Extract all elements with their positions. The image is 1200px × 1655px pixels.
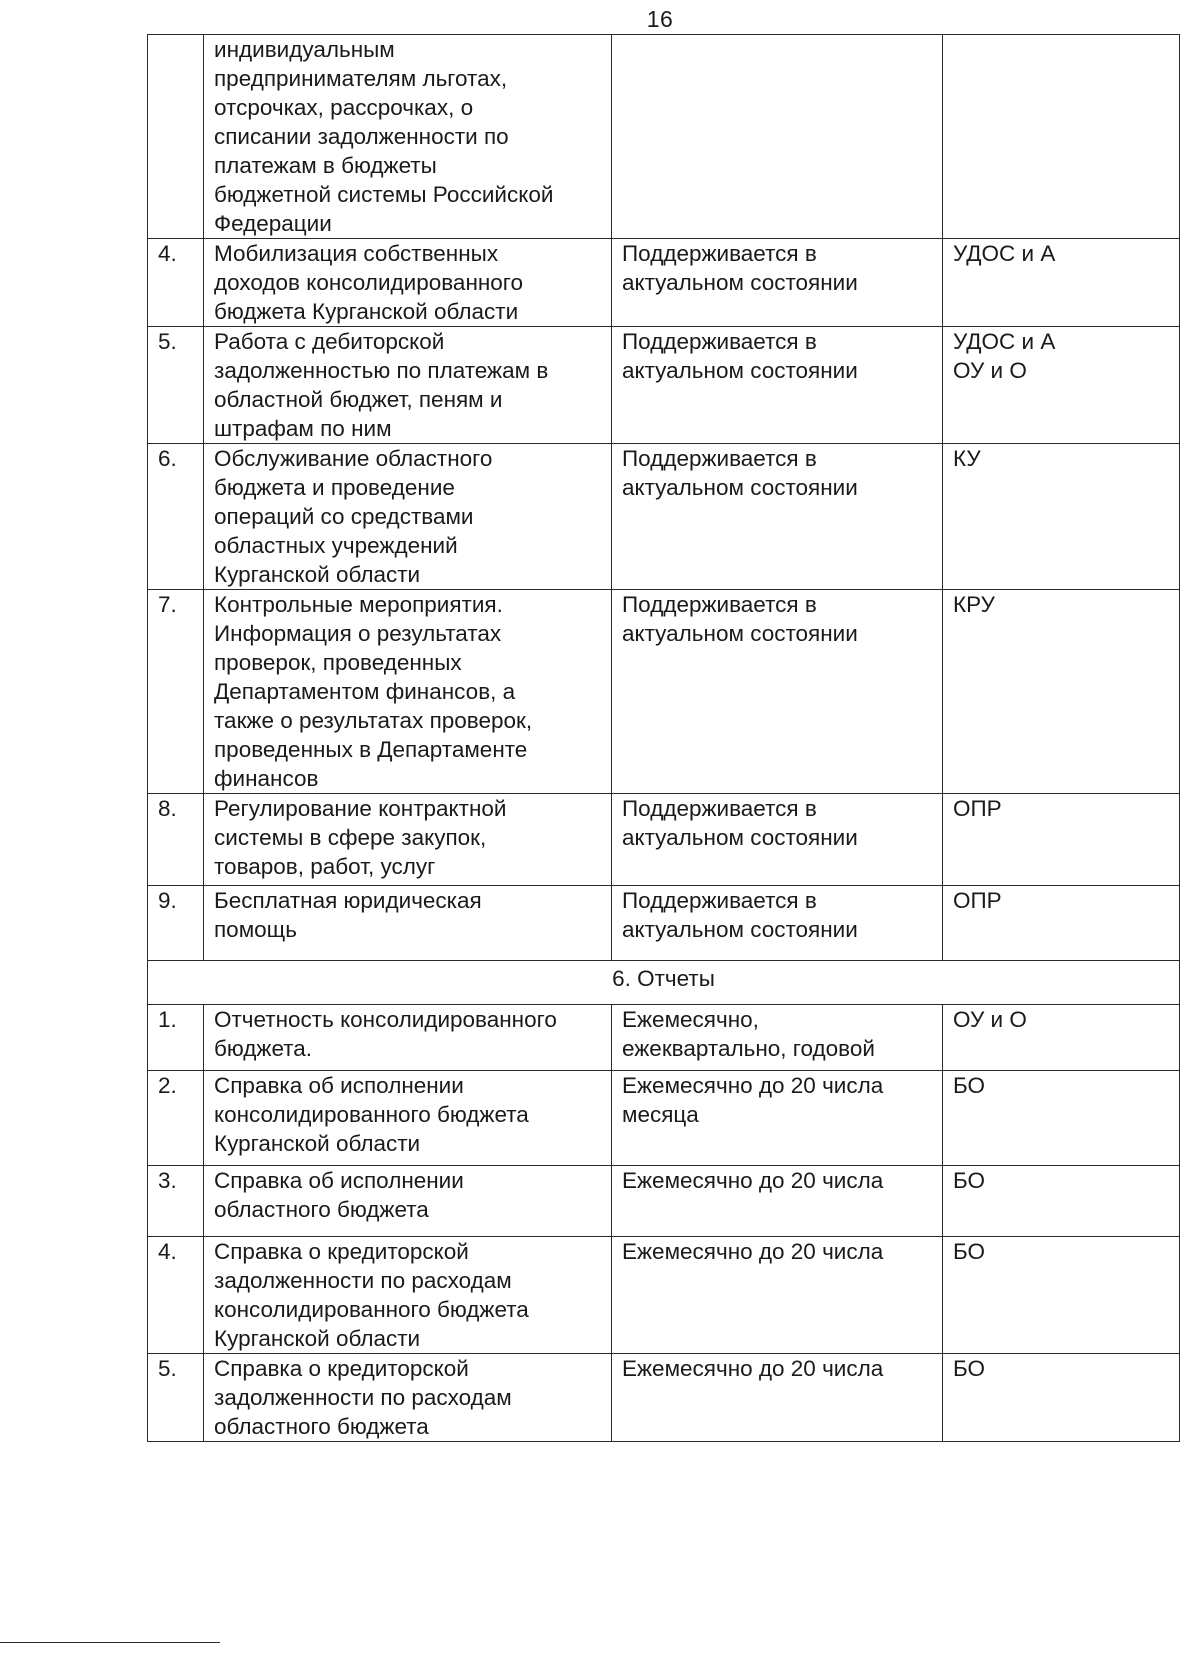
- row-number: 9.: [148, 886, 204, 961]
- table-row: [148, 794, 1180, 886]
- table-row: [148, 1071, 1180, 1166]
- section-title: 6. Отчеты: [148, 961, 1180, 1005]
- row-term: Поддерживается в актуальном состоянии: [612, 886, 943, 961]
- footnote-separator: [0, 1642, 220, 1643]
- table-row: [148, 590, 1180, 794]
- table-row: [148, 1237, 1180, 1354]
- row-responsible: ОУ и О: [943, 1005, 1180, 1071]
- row-responsible: БО: [943, 1071, 1180, 1166]
- row-term: Поддерживается в актуальном состоянии: [612, 590, 943, 794]
- row-item-name: Обслуживание областного бюджета и проведение операций со средствами областных учреждений Курганской области: [204, 444, 612, 590]
- row-item-name: Работа с дебиторской задолженностью по платежам в областной бюджет, пеням и штрафам по ним: [204, 327, 612, 444]
- table-row: [148, 1166, 1180, 1237]
- row-responsible: [943, 35, 1180, 239]
- row-number: 1.: [148, 1005, 204, 1071]
- row-item-name: индивидуальным предпринимателям льготах, отсрочках, рассрочках, о списании задолженности по платежам в бюджеты бюджетной системы Российской Федерации: [204, 35, 612, 239]
- row-item-name: Мобилизация собственных доходов консолидированного бюджета Курганской области: [204, 239, 612, 327]
- row-responsible: УДОС и А ОУ и О: [943, 327, 1180, 444]
- row-item-name: Справка о кредиторской задолженности по расходам областного бюджета: [204, 1354, 612, 1442]
- row-term: Ежемесячно, ежеквартально, годовой: [612, 1005, 943, 1071]
- row-term: Ежемесячно до 20 числа: [612, 1166, 943, 1237]
- table-row: [148, 444, 1180, 590]
- row-number: [148, 35, 204, 239]
- row-item-name: Отчетность консолидированного бюджета.: [204, 1005, 612, 1071]
- row-term: Поддерживается в актуальном состоянии: [612, 327, 943, 444]
- row-item-name: Контрольные мероприятия. Информация о результатах проверок, проведенных Департаментом финансов, а также о результатах проверок, проведенных в Департаменте финансов: [204, 590, 612, 794]
- row-responsible: КУ: [943, 444, 1180, 590]
- row-responsible: БО: [943, 1166, 1180, 1237]
- row-number: 6.: [148, 444, 204, 590]
- row-item-name: Справка о кредиторской задолженности по расходам консолидированного бюджета Курганской области: [204, 1237, 612, 1354]
- table-row: [148, 239, 1180, 327]
- table-row: [148, 1354, 1180, 1442]
- row-responsible: БО: [943, 1354, 1180, 1442]
- row-term: Ежемесячно до 20 числа: [612, 1354, 943, 1442]
- table-row: [148, 327, 1180, 444]
- row-item-name: Регулирование контрактной системы в сфере закупок, товаров, работ, услуг: [204, 794, 612, 886]
- table-row: [148, 35, 1180, 239]
- row-responsible: БО: [943, 1237, 1180, 1354]
- row-responsible: УДОС и А: [943, 239, 1180, 327]
- row-term: Поддерживается в актуальном состоянии: [612, 239, 943, 327]
- table-row: [148, 886, 1180, 961]
- row-number: 7.: [148, 590, 204, 794]
- row-item-name: Справка об исполнении областного бюджета: [204, 1166, 612, 1237]
- row-responsible: ОПР: [943, 886, 1180, 961]
- row-term: [612, 35, 943, 239]
- row-number: 8.: [148, 794, 204, 886]
- row-item-name: Справка об исполнении консолидированного бюджета Курганской области: [204, 1071, 612, 1166]
- section-header-row: [148, 961, 1180, 1005]
- row-number: 4.: [148, 1237, 204, 1354]
- row-responsible: ОПР: [943, 794, 1180, 886]
- row-term: Ежемесячно до 20 числа месяца: [612, 1071, 943, 1166]
- row-number: 5.: [148, 327, 204, 444]
- row-number: 3.: [148, 1166, 204, 1237]
- row-responsible: КРУ: [943, 590, 1180, 794]
- page-number: 16: [646, 6, 674, 32]
- row-number: 2.: [148, 1071, 204, 1166]
- row-term: Поддерживается в актуальном состоянии: [612, 794, 943, 886]
- row-term: Поддерживается в актуальном состоянии: [612, 444, 943, 590]
- row-item-name: Бесплатная юридическая помощь: [204, 886, 612, 961]
- row-term: Ежемесячно до 20 числа: [612, 1237, 943, 1354]
- document-table: [147, 34, 1180, 1442]
- row-number: 4.: [148, 239, 204, 327]
- row-number: 5.: [148, 1354, 204, 1442]
- table-row: [148, 1005, 1180, 1071]
